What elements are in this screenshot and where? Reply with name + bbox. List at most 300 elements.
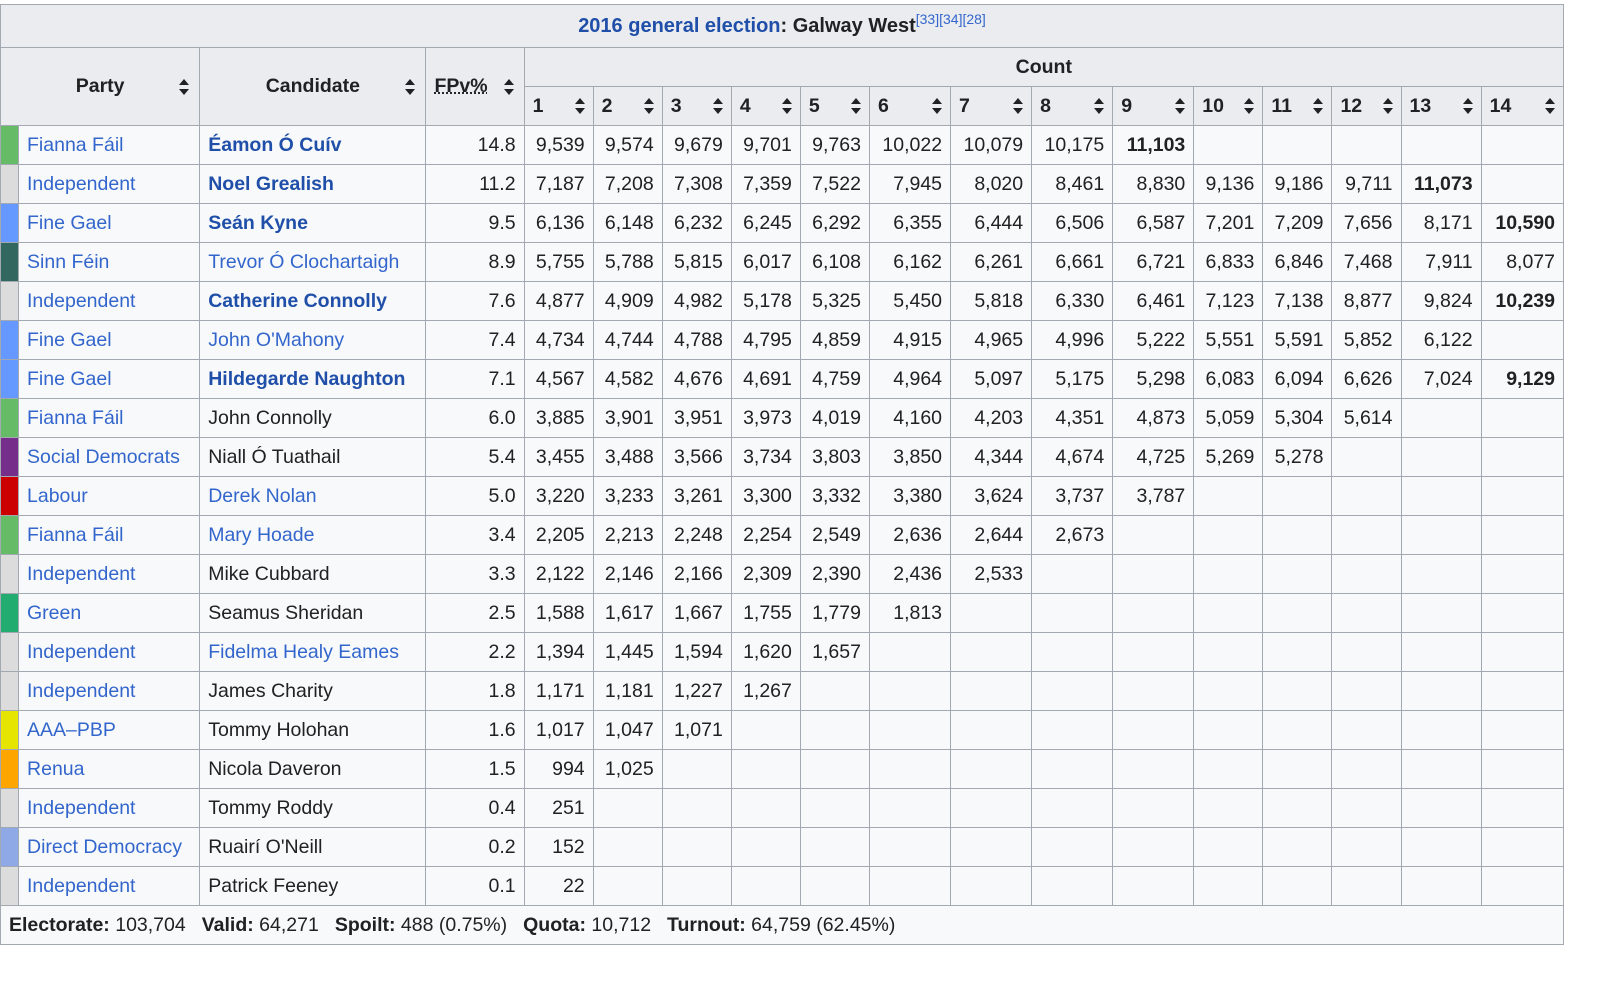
count-3-cell: 2,248 [662, 516, 731, 555]
count-14-cell: 10,590 [1481, 204, 1563, 243]
count-11-cell [1263, 867, 1332, 906]
fpv-percent-cell: 8.9 [426, 243, 524, 282]
count-7-cell: 4,203 [951, 399, 1032, 438]
party-cell [19, 789, 200, 828]
count-2-cell: 1,181 [593, 672, 662, 711]
candidate-link[interactable]: Trevor Ó Clochartaigh [208, 250, 400, 273]
count-14-cell: 9,129 [1481, 360, 1563, 399]
count-13-cell [1401, 126, 1481, 165]
party-color-swatch [1, 789, 19, 828]
party-link[interactable]: Independent [27, 172, 136, 195]
count-6-cell: 7,945 [869, 165, 950, 204]
count-12-column-header[interactable] [1332, 87, 1401, 126]
count-3-cell: 2,166 [662, 555, 731, 594]
count-8-cell: 4,351 [1032, 399, 1113, 438]
fpv-column-header[interactable] [426, 48, 524, 126]
count-13-cell [1401, 438, 1481, 477]
sort-icon[interactable] [1244, 98, 1254, 114]
candidate-link[interactable]: Mary Hoade [208, 523, 315, 546]
candidate-link[interactable]: Éamon Ó Cuív [208, 133, 342, 156]
count-10-cell: 6,083 [1194, 360, 1263, 399]
party-link[interactable]: Fianna Fáil [27, 133, 124, 156]
sort-icon[interactable] [1383, 98, 1393, 114]
party-link[interactable]: Renua [27, 757, 85, 780]
fpv-percent-cell: 0.1 [426, 867, 524, 906]
count-9-cell [1113, 555, 1194, 594]
count-3-cell: 5,815 [662, 243, 731, 282]
caption-text: : Galway West [780, 14, 916, 37]
table-row [1, 555, 1564, 594]
candidate-name: Tommy Roddy [208, 796, 333, 819]
party-link[interactable]: Independent [27, 874, 136, 897]
party-cell [19, 516, 200, 555]
count-12-cell: 8,877 [1332, 282, 1401, 321]
party-link[interactable]: Green [27, 601, 82, 624]
count-2-cell: 6,148 [593, 204, 662, 243]
count-3-cell [662, 867, 731, 906]
count-2-cell: 2,213 [593, 516, 662, 555]
count-10-cell [1194, 633, 1263, 672]
sort-icon[interactable] [405, 79, 415, 95]
candidate-cell [200, 204, 426, 243]
count-7-cell [951, 672, 1032, 711]
count-1-cell: 3,220 [524, 477, 593, 516]
summary-label: Valid: [201, 913, 254, 936]
count-13-cell [1401, 711, 1481, 750]
candidate-link[interactable]: Derek Nolan [208, 484, 317, 507]
party-link[interactable]: Independent [27, 679, 136, 702]
party-column-header[interactable] [1, 48, 200, 126]
table-caption [1, 5, 1564, 48]
count-14-cell [1481, 789, 1563, 828]
count-1-cell: 4,877 [524, 282, 593, 321]
summary-value: 10,712 [591, 913, 652, 936]
count-11-column-header[interactable] [1263, 87, 1332, 126]
count-10-cell [1194, 672, 1263, 711]
fpv-percent-cell: 11.2 [426, 165, 524, 204]
count-1-cell: 4,734 [524, 321, 593, 360]
count-6-cell [869, 711, 950, 750]
count-4-cell: 9,701 [731, 126, 800, 165]
sort-icon[interactable] [782, 98, 792, 114]
party-color-swatch [1, 360, 19, 399]
count-3-cell: 1,071 [662, 711, 731, 750]
table-row [1, 711, 1564, 750]
count-12-cell [1332, 438, 1401, 477]
summary-label: Turnout: [667, 913, 746, 936]
count-10-cell [1194, 477, 1263, 516]
count-8-cell: 8,461 [1032, 165, 1113, 204]
count-2-column-header[interactable] [593, 87, 662, 126]
count-7-cell: 2,533 [951, 555, 1032, 594]
party-link[interactable]: Independent [27, 796, 136, 819]
count-5-cell: 9,763 [800, 126, 869, 165]
fpv-percent-cell: 7.1 [426, 360, 524, 399]
count-6-cell [869, 750, 950, 789]
party-cell [19, 828, 200, 867]
count-8-cell [1032, 711, 1113, 750]
count-10-cell: 7,123 [1194, 282, 1263, 321]
count-14-cell [1481, 672, 1563, 711]
count-4-cell: 2,309 [731, 555, 800, 594]
count-5-cell: 2,390 [800, 555, 869, 594]
table-row [1, 477, 1564, 516]
count-13-cell [1401, 594, 1481, 633]
count-6-column-header[interactable] [869, 87, 950, 126]
party-cell [19, 204, 200, 243]
fpv-percent-cell: 1.5 [426, 750, 524, 789]
fpv-percent-cell: 0.4 [426, 789, 524, 828]
count-8-cell: 6,330 [1032, 282, 1113, 321]
count-7-cell [951, 828, 1032, 867]
party-link[interactable]: Social Democrats [27, 445, 180, 468]
count-12-cell [1332, 828, 1401, 867]
count-1-cell: 1,171 [524, 672, 593, 711]
count-13-cell [1401, 750, 1481, 789]
count-9-cell: 6,721 [1113, 243, 1194, 282]
count-13-cell [1401, 789, 1481, 828]
table-row [1, 360, 1564, 399]
table-row [1, 126, 1564, 165]
count-1-cell: 994 [524, 750, 593, 789]
candidate-cell [200, 165, 426, 204]
count-13-cell: 6,122 [1401, 321, 1481, 360]
count-7-column-header[interactable] [951, 87, 1032, 126]
count-8-cell [1032, 594, 1113, 633]
count-12-cell [1332, 555, 1401, 594]
count-9-cell [1113, 867, 1194, 906]
sort-icon[interactable] [1463, 98, 1473, 114]
party-cell [19, 672, 200, 711]
count-1-cell: 9,539 [524, 126, 593, 165]
count-1-column-header[interactable] [524, 87, 593, 126]
count-1-cell: 4,567 [524, 360, 593, 399]
count-3-cell [662, 789, 731, 828]
count-2-cell: 1,617 [593, 594, 662, 633]
count-6-cell: 2,636 [869, 516, 950, 555]
party-cell [19, 438, 200, 477]
count-12-cell [1332, 672, 1401, 711]
party-cell [19, 243, 200, 282]
fpv-percent-cell: 6.0 [426, 399, 524, 438]
sort-icon[interactable] [575, 98, 585, 114]
fpv-percent-cell: 3.4 [426, 516, 524, 555]
party-link[interactable]: Direct Democracy [27, 835, 182, 858]
candidate-cell [200, 399, 426, 438]
count-8-column-header[interactable] [1032, 87, 1113, 126]
candidate-cell [200, 282, 426, 321]
count-1-cell: 22 [524, 867, 593, 906]
candidate-cell [200, 360, 426, 399]
count-1-cell: 3,455 [524, 438, 593, 477]
sort-icon[interactable] [851, 98, 861, 114]
party-color-swatch [1, 282, 19, 321]
count-2-cell [593, 828, 662, 867]
candidate-cell [200, 633, 426, 672]
count-14-cell [1481, 516, 1563, 555]
count-3-cell: 4,676 [662, 360, 731, 399]
count-5-cell: 1,779 [800, 594, 869, 633]
party-color-swatch [1, 750, 19, 789]
count-8-cell: 6,506 [1032, 204, 1113, 243]
count-3-cell: 9,679 [662, 126, 731, 165]
count-8-cell [1032, 828, 1113, 867]
fpv-header-label[interactable]: FPv% [434, 75, 488, 97]
count-13-cell: 7,911 [1401, 243, 1481, 282]
sort-icon[interactable] [932, 98, 942, 114]
summary-value: 64,759 (62.45%) [751, 913, 896, 936]
table-row [1, 789, 1564, 828]
count-11-cell [1263, 828, 1332, 867]
count-8-cell [1032, 672, 1113, 711]
count-13-cell [1401, 633, 1481, 672]
count-3-cell: 1,227 [662, 672, 731, 711]
count-7-cell: 8,020 [951, 165, 1032, 204]
count-number-label: 6 [877, 94, 889, 117]
count-9-cell: 11,103 [1113, 126, 1194, 165]
count-11-cell [1263, 126, 1332, 165]
count-14-cell [1481, 438, 1563, 477]
sort-icon[interactable] [1094, 98, 1104, 114]
candidate-link[interactable]: Seán Kyne [208, 211, 308, 234]
count-14-cell: 10,239 [1481, 282, 1563, 321]
count-12-cell [1332, 867, 1401, 906]
party-color-swatch [1, 828, 19, 867]
count-9-cell: 4,873 [1113, 399, 1194, 438]
candidate-link[interactable]: Fidelma Healy Eames [208, 640, 399, 663]
count-1-cell: 2,122 [524, 555, 593, 594]
count-5-cell: 1,657 [800, 633, 869, 672]
count-10-cell: 5,551 [1194, 321, 1263, 360]
count-14-cell [1481, 555, 1563, 594]
party-link[interactable]: Independent [27, 640, 136, 663]
count-number-label: 4 [739, 94, 751, 117]
count-14-cell [1481, 126, 1563, 165]
table-row [1, 633, 1564, 672]
count-1-cell: 251 [524, 789, 593, 828]
count-2-cell: 1,445 [593, 633, 662, 672]
general-election-link[interactable]: 2016 general election [578, 14, 781, 37]
count-10-column-header[interactable] [1194, 87, 1263, 126]
party-color-swatch [1, 516, 19, 555]
candidate-name: Nicola Daveron [208, 757, 342, 780]
count-1-cell: 6,136 [524, 204, 593, 243]
count-number-label: 10 [1202, 94, 1224, 117]
candidate-link[interactable]: Noel Grealish [208, 172, 334, 195]
sort-icon[interactable] [644, 98, 654, 114]
sort-icon[interactable] [1175, 98, 1185, 114]
count-number-label: 8 [1040, 94, 1051, 117]
candidate-name: Niall Ó Tuathail [208, 445, 341, 468]
party-link[interactable]: Fine Gael [27, 211, 112, 234]
table-row [1, 750, 1564, 789]
summary-row [1, 906, 1564, 945]
sort-icon[interactable] [1313, 98, 1323, 114]
fpv-percent-cell: 3.3 [426, 555, 524, 594]
party-link[interactable]: Fianna Fáil [27, 523, 124, 546]
count-4-cell: 3,734 [731, 438, 800, 477]
summary-item [9, 914, 186, 936]
count-9-cell [1113, 672, 1194, 711]
count-5-cell: 6,292 [800, 204, 869, 243]
count-4-cell [731, 750, 800, 789]
party-link[interactable]: Sinn Féin [27, 250, 110, 273]
summary-label: Electorate: [9, 913, 110, 936]
count-14-cell [1481, 750, 1563, 789]
count-3-column-header[interactable] [662, 87, 731, 126]
table-row [1, 165, 1564, 204]
count-13-column-header[interactable] [1401, 87, 1481, 126]
count-1-cell: 3,885 [524, 399, 593, 438]
count-7-cell: 5,818 [951, 282, 1032, 321]
count-9-column-header[interactable] [1113, 87, 1194, 126]
count-9-cell [1113, 828, 1194, 867]
count-9-cell: 6,461 [1113, 282, 1194, 321]
count-5-cell: 4,759 [800, 360, 869, 399]
count-6-cell: 10,022 [869, 126, 950, 165]
count-6-cell: 5,450 [869, 282, 950, 321]
count-5-column-header[interactable] [800, 87, 869, 126]
count-4-cell: 4,795 [731, 321, 800, 360]
count-8-cell: 10,175 [1032, 126, 1113, 165]
count-8-cell: 5,175 [1032, 360, 1113, 399]
count-7-cell: 10,079 [951, 126, 1032, 165]
count-14-cell [1481, 867, 1563, 906]
party-color-swatch [1, 126, 19, 165]
party-cell [19, 867, 200, 906]
count-10-cell: 5,269 [1194, 438, 1263, 477]
count-9-cell: 4,725 [1113, 438, 1194, 477]
count-2-cell: 9,574 [593, 126, 662, 165]
candidate-link[interactable]: Catherine Connolly [208, 289, 387, 312]
party-cell [19, 555, 200, 594]
count-2-cell: 7,208 [593, 165, 662, 204]
count-12-cell [1332, 477, 1401, 516]
count-5-cell: 4,019 [800, 399, 869, 438]
count-11-cell [1263, 594, 1332, 633]
candidate-column-header[interactable] [200, 48, 426, 126]
count-3-cell: 4,982 [662, 282, 731, 321]
count-1-cell: 1,394 [524, 633, 593, 672]
candidate-name: John Connolly [208, 406, 332, 429]
count-8-cell: 4,674 [1032, 438, 1113, 477]
sort-icon[interactable] [504, 79, 514, 95]
count-11-cell [1263, 789, 1332, 828]
count-6-cell: 6,162 [869, 243, 950, 282]
count-2-cell: 1,025 [593, 750, 662, 789]
count-13-cell [1401, 672, 1481, 711]
count-12-cell: 7,656 [1332, 204, 1401, 243]
count-9-cell [1113, 516, 1194, 555]
count-2-cell [593, 789, 662, 828]
count-1-cell: 5,755 [524, 243, 593, 282]
count-11-cell: 7,138 [1263, 282, 1332, 321]
summary-item [335, 914, 507, 936]
count-4-cell [731, 789, 800, 828]
table-caption-row [1, 5, 1564, 48]
count-7-cell: 6,261 [951, 243, 1032, 282]
count-14-cell [1481, 321, 1563, 360]
count-11-cell [1263, 750, 1332, 789]
table-row [1, 321, 1564, 360]
count-4-column-header[interactable] [731, 87, 800, 126]
fpv-percent-cell: 7.4 [426, 321, 524, 360]
table-row [1, 594, 1564, 633]
count-2-cell: 4,909 [593, 282, 662, 321]
count-13-cell [1401, 867, 1481, 906]
sort-icon[interactable] [179, 79, 189, 95]
count-5-cell [800, 672, 869, 711]
count-number-label: 13 [1409, 94, 1432, 117]
count-9-cell: 5,222 [1113, 321, 1194, 360]
fpv-percent-cell: 2.2 [426, 633, 524, 672]
summary-value: 64,271 [259, 913, 319, 936]
sort-icon[interactable] [1013, 98, 1023, 114]
party-link[interactable]: Independent [27, 562, 136, 585]
party-link[interactable]: Labour [27, 484, 88, 507]
count-6-cell: 2,436 [869, 555, 950, 594]
count-8-cell [1032, 555, 1113, 594]
party-link[interactable]: Fianna Fáil [27, 406, 124, 429]
reference-links[interactable]: [33][34][28] [915, 10, 986, 27]
count-10-cell [1194, 789, 1263, 828]
party-color-swatch [1, 672, 19, 711]
count-5-cell: 6,108 [800, 243, 869, 282]
count-4-cell: 6,245 [731, 204, 800, 243]
candidate-cell [200, 438, 426, 477]
count-3-cell: 3,261 [662, 477, 731, 516]
candidate-cell [200, 321, 426, 360]
party-color-swatch [1, 633, 19, 672]
results-table-container [0, 4, 1564, 945]
count-number-label: 2 [601, 94, 613, 117]
count-14-column-header[interactable] [1481, 87, 1563, 126]
count-4-cell [731, 867, 800, 906]
fpv-percent-cell: 1.6 [426, 711, 524, 750]
count-7-cell: 4,344 [951, 438, 1032, 477]
sort-icon[interactable] [1545, 98, 1555, 114]
party-link[interactable]: AAA–PBP [27, 718, 116, 741]
party-link[interactable]: Fine Gael [27, 367, 112, 390]
count-9-cell: 6,587 [1113, 204, 1194, 243]
count-12-cell [1332, 516, 1401, 555]
count-7-cell: 6,444 [951, 204, 1032, 243]
count-5-cell [800, 867, 869, 906]
party-color-swatch [1, 399, 19, 438]
count-14-cell [1481, 711, 1563, 750]
count-11-cell: 5,304 [1263, 399, 1332, 438]
party-header-label: Party [75, 75, 125, 97]
count-10-cell [1194, 516, 1263, 555]
count-9-cell [1113, 789, 1194, 828]
count-7-cell [951, 594, 1032, 633]
candidate-link[interactable]: Hildegarde Naughton [208, 367, 406, 390]
party-link[interactable]: Fine Gael [27, 328, 112, 351]
count-10-cell: 6,833 [1194, 243, 1263, 282]
count-10-cell [1194, 126, 1263, 165]
party-link[interactable]: Independent [27, 289, 136, 312]
candidate-cell [200, 477, 426, 516]
count-2-cell: 1,047 [593, 711, 662, 750]
candidate-link[interactable]: John O'Mahony [208, 328, 345, 351]
count-10-cell: 5,059 [1194, 399, 1263, 438]
count-11-cell [1263, 711, 1332, 750]
candidate-cell [200, 711, 426, 750]
count-6-cell: 3,850 [869, 438, 950, 477]
sort-icon[interactable] [713, 98, 723, 114]
count-1-cell: 1,017 [524, 711, 593, 750]
count-8-cell: 3,737 [1032, 477, 1113, 516]
